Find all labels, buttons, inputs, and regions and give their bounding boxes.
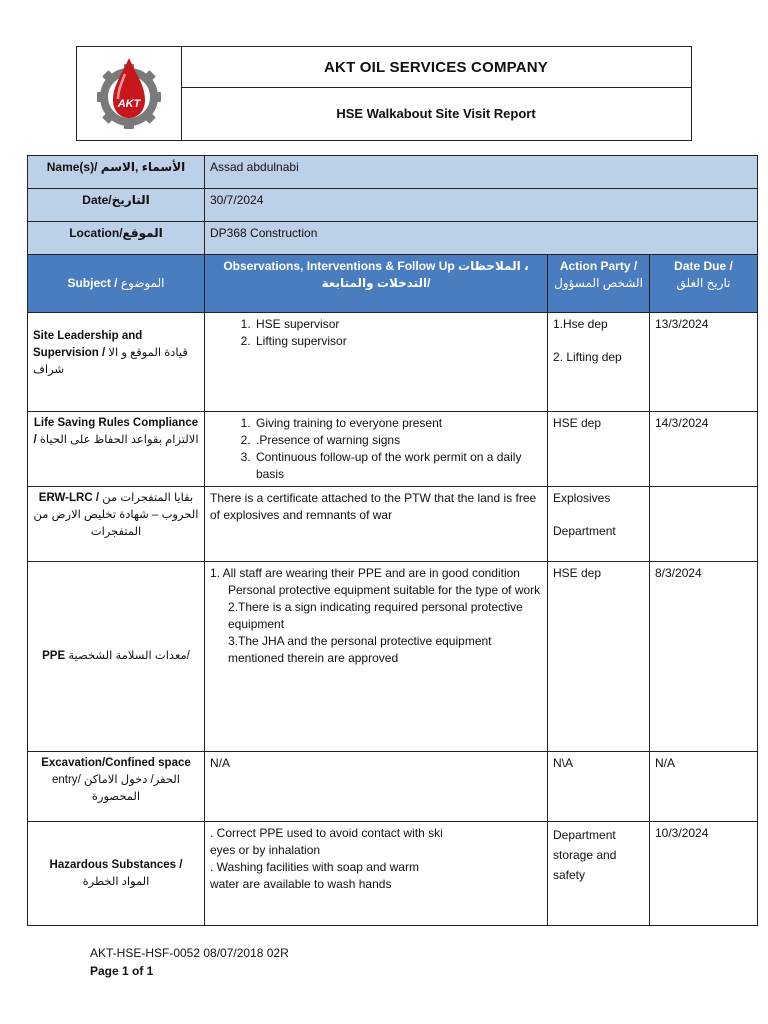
location-value: DP368 Construction (205, 222, 758, 255)
report-table (27, 155, 758, 926)
date-due-header: Date Due / تاريخ الغلق (650, 255, 758, 313)
action-erw: Explosives Department (548, 487, 650, 562)
page-number: Page 1 of 1 (90, 964, 154, 978)
observations-hazardous: . Correct PPE used to avoid contact with ski eyes or by inhalation . Washing facilities with soap and warm water are available to wash hands (205, 822, 548, 926)
action-excavation: N\A (548, 752, 650, 822)
name-value: Assad abdulnabi (205, 156, 758, 189)
table-row-life-saving (28, 412, 758, 487)
report-header (76, 46, 692, 141)
company-logo (77, 47, 182, 140)
action-life-saving: HSE dep (548, 412, 650, 487)
due-leadership: 13/3/2024 (650, 313, 758, 412)
due-life-saving: 14/3/2024 (650, 412, 758, 487)
action-party-header: Action Party / الشخص المسؤول (548, 255, 650, 313)
name-row (28, 156, 758, 189)
observations-ppe: 1. All staff are wearing their PPE and are in good condition Personal protective equipment suitable for the type of work 2.There is a sign indicating required personal protective equipment 3.The JHA and the personal protective equipment mentioned therein are approved (205, 562, 548, 752)
name-label: الأسماء ,الاسم /Name(s) (28, 156, 205, 189)
report-title: HSE Walkabout Site Visit Report (336, 106, 536, 121)
subject-hazardous: Hazardous Substances / المواد الخطرة (28, 822, 205, 926)
list-item: 2. Lifting supervisor (254, 333, 542, 350)
subject-ppe: PPE معدات السلامة الشخصية/ (28, 562, 205, 752)
table-row-excavation (28, 752, 758, 822)
subject-life-saving: Life Saving Rules Compliance / الالتزام بقواعد الحفاظ على الحياة (28, 412, 205, 487)
list-item: 1. HSE supervisor (254, 316, 542, 333)
column-header-row (28, 255, 758, 313)
list-item: 3. Continuous follow-up of the work permit on a daily basis (254, 449, 542, 483)
observations-header: Observations, Interventions & Follow Up الملاحظات ، التدخلات والمتابعة/ (205, 255, 548, 313)
akt-gear-drop-logo (91, 54, 167, 134)
subject-header: Subject / الموضوع (28, 255, 205, 313)
document-code: AKT-HSE-HSF-0052 08/07/2018 02R (90, 946, 289, 960)
company-name: AKT OIL SERVICES COMPANY (181, 47, 691, 88)
observations-life-saving (205, 412, 548, 487)
observations-leadership (205, 313, 548, 412)
due-hazardous: 10/3/2024 (650, 822, 758, 926)
list-item: 1. Giving training to everyone present (254, 415, 542, 432)
date-row (28, 189, 758, 222)
subject-leadership: Site Leadership and Supervision / قيادة الموقع و الا شراف (28, 313, 205, 412)
subject-excavation: Excavation/Confined space الحفر/ دخول الاماكن /entry المحصورة (28, 752, 205, 822)
action-ppe: HSE dep (548, 562, 650, 752)
table-row-leadership (28, 313, 758, 412)
table-row-hazardous (28, 822, 758, 926)
date-value: 30/7/2024 (205, 189, 758, 222)
location-label: الموقع/Location (28, 222, 205, 255)
due-ppe: 8/3/2024 (650, 562, 758, 752)
subject-erw: ERW-LRC / بقايا المتفجرات من الحروب – شهادة تخليص الارض من المتفجرات (28, 487, 205, 562)
location-row (28, 222, 758, 255)
date-label: التاريخ/Date (28, 189, 205, 222)
due-excavation: N/A (650, 752, 758, 822)
action-leadership: 1.Hse dep 2. Lifting dep (548, 313, 650, 412)
table-row-ppe (28, 562, 758, 752)
action-hazardous: Department storage and safety (548, 822, 650, 926)
due-erw (650, 487, 758, 562)
observations-erw: There is a certificate attached to the PTW that the land is free of explosives and remnants of war (205, 487, 548, 562)
svg-text:AKT: AKT (117, 97, 141, 110)
table-row-erw (28, 487, 758, 562)
observations-excavation: N/A (205, 752, 548, 822)
list-item: 2. .Presence of warning signs (254, 432, 542, 449)
